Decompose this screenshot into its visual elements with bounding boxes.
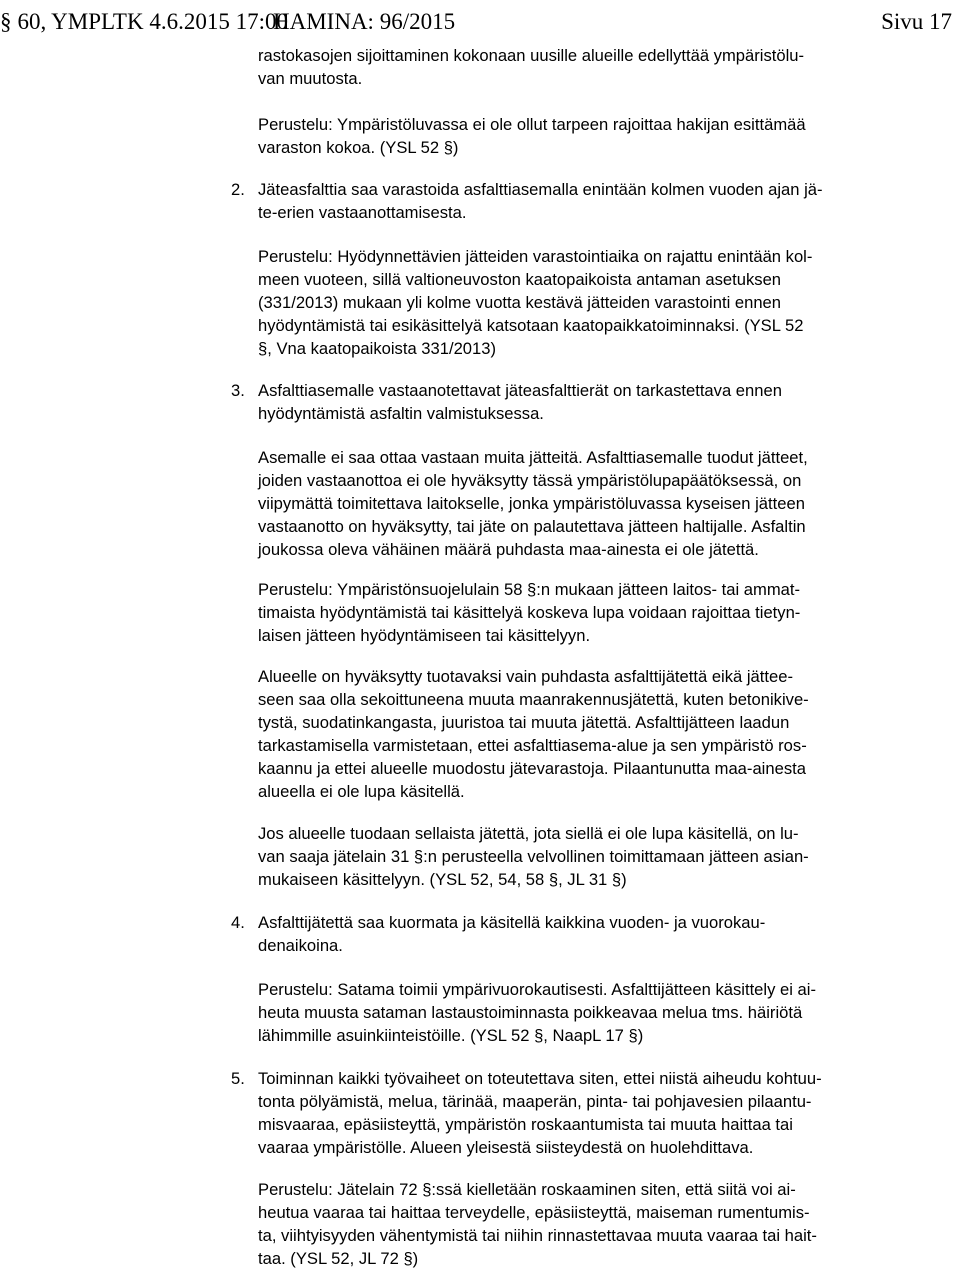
- paragraph-justification: [258, 1178, 918, 1270]
- numbered-item: [258, 1067, 918, 1159]
- text-line: Perustelu: Satama toimii ympärivuorokautisesti. Asfalttijätteen käsittely ei ai-: [258, 980, 816, 999]
- text-line: Asfalttiasemalle vastaanotettavat jäteasfalttierät on tarkastettava ennen: [258, 381, 782, 400]
- header-left: [0, 8, 288, 36]
- text-line: misvaaraa, epäsiisteyttä, ympäristön roskaantumista tai muuta haittaa tai: [258, 1115, 793, 1135]
- text-line: Toiminnan kaikki työvaiheet on toteutettava siten, ettei niistä aiheudu kohtuu-: [258, 1069, 822, 1088]
- text-line: mukaiseen käsittelyyn. (YSL 52, 54, 58 §, JL 31 §): [258, 870, 627, 890]
- text-line: Perustelu: Ympäristönsuojelulain 58 §:n mukaan jätteen laitos- tai ammat-: [258, 580, 801, 599]
- text-line: meen vuoteen, sillä valtioneuvoston kaatopaikoista antaman asetuksen: [258, 270, 782, 290]
- text-line: Asemalle ei saa ottaa vastaan muita jätteitä. Asfalttiasemalle tuodut jätteet,: [258, 448, 808, 467]
- text-line: Asfalttijätettä saa kuormata ja käsitellä kaikkina vuoden- ja vuorokau-: [258, 913, 766, 932]
- text-line: hyödyntämistä tai esikäsittelyä katsotaan kaatopaikkatoiminnaksi. (YSL 52: [258, 316, 804, 336]
- text-line: tystä, suodatinkangasta, juuristoa tai muuta jätettä. Asfalttijätteen laadun: [258, 713, 790, 733]
- text-line: Jos alueelle tuodaan sellaista jätettä, jota siellä ei ole lupa käsitellä, on lu-: [258, 824, 799, 843]
- text-line: vaaraa ympäristölle. Alueen yleisestä siisteydestä on huolehdittava.: [258, 1138, 754, 1158]
- text-line: tarkastamisella varmistetaan, ettei asfalttiasema-alue ja sen ympäristö ros-: [258, 736, 807, 756]
- text-line: varaston kokoa. (YSL 52 §): [258, 138, 459, 158]
- text-line: te-erien vastaanottamisesta.: [258, 203, 467, 223]
- paragraph-justification: [258, 113, 918, 159]
- paragraph: [258, 665, 918, 804]
- paragraph-continuation: [258, 44, 918, 90]
- paragraph-justification: [258, 578, 918, 647]
- item-number: 4.: [231, 913, 245, 932]
- item-number: 3.: [231, 381, 245, 400]
- header-meeting-info: 60, YMPLTK 4.6.2015 17:00: [17, 9, 288, 34]
- text-line: timaista hyödyntämistä tai käsittelyä koskeva lupa voidaan rajoittaa tietyn-: [258, 603, 801, 623]
- text-line: Perustelu: Ympäristöluvassa ei ole ollut tarpeen rajoittaa hakijan esittämää: [258, 115, 806, 134]
- paragraph: [258, 446, 918, 561]
- text-line: Jäteasfalttia saa varastoida asfalttiasemalla enintään kolmen vuoden ajan jä-: [258, 180, 823, 199]
- text-line: seen saa olla sekoittuneena muuta maanrakennusjätettä, kuten betonikive-: [258, 690, 809, 710]
- page-header: [0, 8, 960, 36]
- text-line: tonta pölyämistä, melua, tärinää, maaperän, pinta- tai pohjavesien pilaantu-: [258, 1092, 812, 1112]
- text-line: lähimmille asuinkiinteistöille. (YSL 52 §, NaapL 17 §): [258, 1026, 644, 1046]
- text-line: van saaja jätelain 31 §:n perusteella velvollinen toimittamaan jätteen asian-: [258, 847, 809, 867]
- text-line: §, Vna kaatopaikoista 331/2013): [258, 339, 497, 359]
- numbered-item: [258, 379, 918, 425]
- text-line: hyödyntämistä asfaltin valmistuksessa.: [258, 404, 544, 424]
- text-line: Perustelu: Hyödynnettävien jätteiden varastointiaika on rajattu enintään kol-: [258, 247, 813, 266]
- text-line: viipymättä toimitettava laitokselle, jonka ympäristöluvassa kyseisen jätteen: [258, 494, 805, 514]
- text-line: joiden vastaanottoa ei ole hyväksytty tässä ympäristölupapäätöksessä, on: [258, 471, 802, 491]
- text-line: vastaanotto on hyväksytty, tai jäte on palautettava jätteen haltijalle. Asfaltin: [258, 517, 806, 537]
- text-line: van muutosta.: [258, 69, 363, 89]
- paragraph-justification: [258, 245, 918, 360]
- text-line: taa. (YSL 52, JL 72 §): [258, 1249, 419, 1269]
- item-number: 5.: [231, 1069, 245, 1088]
- text-line: denaikoina.: [258, 936, 343, 956]
- numbered-item: [258, 178, 918, 224]
- text-line: rastokasojen sijoittaminen kokonaan uusille alueille edellyttää ympäristölu-: [258, 46, 805, 65]
- section-mark: §: [0, 9, 12, 34]
- paragraph: [258, 822, 918, 891]
- text-line: heuta muusta sataman lastaustoiminnasta poikkeavaa melua tms. häiriötä: [258, 1003, 803, 1023]
- text-line: Alueelle on hyväksytty tuotavaksi vain puhdasta asfalttijätettä eikä jättee-: [258, 667, 793, 686]
- text-line: Perustelu: Jätelain 72 §:ssä kielletään roskaaminen siten, että siitä voi ai-: [258, 1180, 796, 1199]
- text-line: kaannu ja ettei alueelle muodostu jätevarastoja. Pilaantunutta maa-ainesta: [258, 759, 806, 779]
- paragraph-justification: [258, 978, 918, 1047]
- header-document-id: HAMINA: 96/2015: [273, 9, 456, 34]
- text-line: ta, viihtyisyyden vähentymistä tai niihin rinnastettavaa muuta vaaraa tai hait-: [258, 1226, 817, 1246]
- header-page-number: Sivu 17: [881, 9, 952, 34]
- numbered-item: [258, 911, 918, 957]
- text-line: heutua vaaraa tai haittaa terveydelle, epäsiisteyttä, maiseman rumentumis-: [258, 1203, 810, 1223]
- text-line: laisen jätteen hyödyntämiseen tai käsittelyyn.: [258, 626, 591, 646]
- text-line: (331/2013) mukaan yli kolme vuotta kestävä jätteiden varastointi ennen: [258, 293, 782, 313]
- item-number: 2.: [231, 180, 245, 199]
- text-line: alueella ei ole lupa käsitellä.: [258, 782, 465, 802]
- text-line: joukossa oleva vähäinen määrä puhdasta maa-ainesta ei ole jätettä.: [258, 540, 759, 560]
